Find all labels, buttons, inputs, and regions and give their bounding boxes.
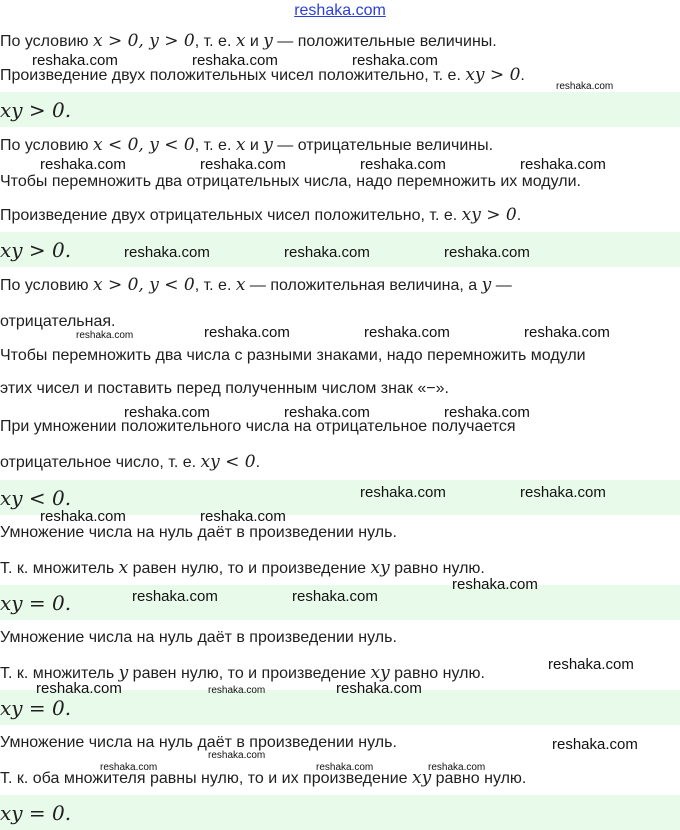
s1-l2-b: .	[520, 67, 525, 84]
watermark-text: reshaka.com	[132, 588, 218, 605]
s3-l1-math1: x > 0, y < 0	[92, 275, 195, 295]
watermark-text: reshaka.com	[336, 680, 422, 697]
s1-l1-b: , т. е.	[194, 33, 236, 50]
s4-l2-math2: xy	[370, 558, 390, 578]
s1-l1-math3: y	[263, 31, 273, 51]
s2-line3	[0, 205, 521, 226]
watermark-text: reshaka.com	[452, 576, 538, 593]
watermark-text: reshaka.com	[444, 404, 530, 421]
watermark-text: reshaka.com	[364, 324, 450, 341]
s4-answer: xy = 0.	[0, 591, 72, 615]
s3-l1-math2: x	[235, 275, 246, 295]
s3-l1-b: , т. е.	[194, 277, 236, 294]
s3-line3: Чтобы перемножить два числа с разными знаками, надо перемножить модули	[0, 347, 586, 364]
s5-line1: Умножение числа на нуль даёт в произведении нуль.	[0, 629, 397, 646]
watermark-text: reshaka.com	[208, 685, 266, 696]
s5-l2-a: Т. к. множитель	[0, 665, 119, 682]
s3-line1	[0, 275, 512, 296]
watermark-text: reshaka.com	[520, 156, 606, 173]
s4-line1: Умножение числа на нуль даёт в произведении нуль.	[0, 524, 397, 541]
watermark-text: reshaka.com	[32, 52, 118, 69]
watermark-text: reshaka.com	[284, 244, 370, 261]
s3-line2: отрицательная.	[0, 313, 116, 330]
s1-l1-a: По условию	[0, 33, 93, 50]
s2-l1-math3: y	[263, 135, 273, 155]
s6-l2-b: равно нулю.	[431, 770, 527, 787]
watermark-text: reshaka.com	[284, 404, 370, 421]
watermark-text: reshaka.com	[200, 508, 286, 525]
site-logo-link[interactable]: reshaka.com	[294, 2, 386, 19]
s3-l1-d: —	[491, 277, 512, 294]
s1-l1-math1: x > 0, y > 0	[92, 31, 195, 51]
s4-l2-a: Т. к. множитель	[0, 560, 119, 577]
s3-l6-math1: xy < 0	[200, 452, 256, 472]
s1-l2-a: Произведение двух положительных чисел положительно, т. е.	[0, 67, 466, 84]
s2-l1-b: , т. е.	[194, 137, 236, 154]
s3-l1-c: — положительная величина, а	[245, 277, 482, 294]
watermark-text: reshaka.com	[552, 736, 638, 753]
s1-answer: xy > 0.	[0, 98, 72, 122]
watermark-text: reshaka.com	[100, 762, 158, 773]
s4-l2-b: равен нулю, то и произведение	[128, 560, 371, 577]
s2-line2: Чтобы перемножить два отрицательных числа, надо перемножить их модули.	[0, 173, 581, 190]
watermark-text: reshaka.com	[40, 508, 126, 525]
s6-answer-band	[0, 795, 680, 830]
s1-l1-math2: x	[235, 31, 246, 51]
watermark-text: reshaka.com	[208, 750, 266, 761]
watermark-text: reshaka.com	[124, 244, 210, 261]
s1-l2-math1: xy > 0	[465, 65, 521, 85]
watermark-text: reshaka.com	[292, 588, 378, 605]
s4-l2-c: равно нулю.	[389, 560, 485, 577]
watermark-text: reshaka.com	[548, 656, 634, 673]
watermark-text: reshaka.com	[36, 680, 122, 697]
s1-l1-d: — положительные величины.	[272, 33, 497, 50]
watermark-text: reshaka.com	[520, 484, 606, 501]
s3-line4: этих чисел и поставить перед полученным числом знак «−».	[0, 380, 449, 397]
s3-answer: xy < 0.	[0, 486, 72, 510]
s4-l2-math1: x	[118, 558, 129, 578]
s3-line5: При умножении положительного числа на отрицательное получается	[0, 418, 516, 435]
s6-l2-a: Т. к. оба множителя равны нулю, то и их произведение	[0, 770, 412, 787]
s2-l1-math1: x < 0, y < 0	[92, 135, 195, 155]
s2-l1-d: — отрицательные величины.	[272, 137, 494, 154]
watermark-text: reshaka.com	[40, 156, 126, 173]
s5-l2-c: равно нулю.	[389, 665, 485, 682]
watermark-text: reshaka.com	[200, 156, 286, 173]
s2-l3-a: Произведение двух отрицательных чисел положительно, т. е.	[0, 207, 462, 224]
s5-l2-math2: xy	[370, 663, 390, 683]
s1-l1-c: и	[245, 33, 264, 50]
watermark-text: reshaka.com	[360, 156, 446, 173]
s2-line1	[0, 135, 493, 156]
s5-l2-b: равен нулю, то и произведение	[128, 665, 371, 682]
s1-answer-band	[0, 92, 680, 127]
s3-l6-b: .	[255, 454, 261, 471]
s6-l2-math1: xy	[411, 768, 432, 788]
watermark-text: reshaka.com	[204, 324, 290, 341]
s2-l3-b: .	[516, 207, 522, 224]
watermark-text: reshaka.com	[524, 324, 610, 341]
s1-line1	[0, 31, 497, 52]
s3-l1-a: По условию	[0, 277, 93, 294]
s6-answer: xy = 0.	[0, 801, 72, 825]
s2-l1-c: и	[245, 137, 264, 154]
s3-line6	[0, 452, 260, 473]
s5-answer: xy = 0.	[0, 696, 72, 720]
s6-line1: Умножение числа на нуль даёт в произведении нуль.	[0, 734, 397, 751]
s2-l1-a: По условию	[0, 137, 93, 154]
s2-answer: xy > 0.	[0, 238, 72, 262]
watermark-text: reshaka.com	[192, 52, 278, 69]
s3-l6-a: отрицательное число, т. е.	[0, 454, 201, 471]
watermark-text: reshaka.com	[76, 330, 134, 341]
watermark-text: reshaka.com	[124, 404, 210, 421]
watermark-text: reshaka.com	[428, 762, 486, 773]
s4-line2	[0, 558, 485, 579]
s2-l1-math2: x	[235, 135, 246, 155]
watermark-text: reshaka.com	[352, 52, 438, 69]
s5-l2-math1: y	[118, 663, 129, 683]
watermark-text: reshaka.com	[316, 762, 374, 773]
s3-l1-math3: y	[481, 275, 492, 295]
s2-l3-math1: xy > 0	[461, 205, 517, 225]
watermark-text: reshaka.com	[444, 244, 530, 261]
watermark-text: reshaka.com	[556, 81, 614, 92]
watermark-text: reshaka.com	[360, 484, 446, 501]
